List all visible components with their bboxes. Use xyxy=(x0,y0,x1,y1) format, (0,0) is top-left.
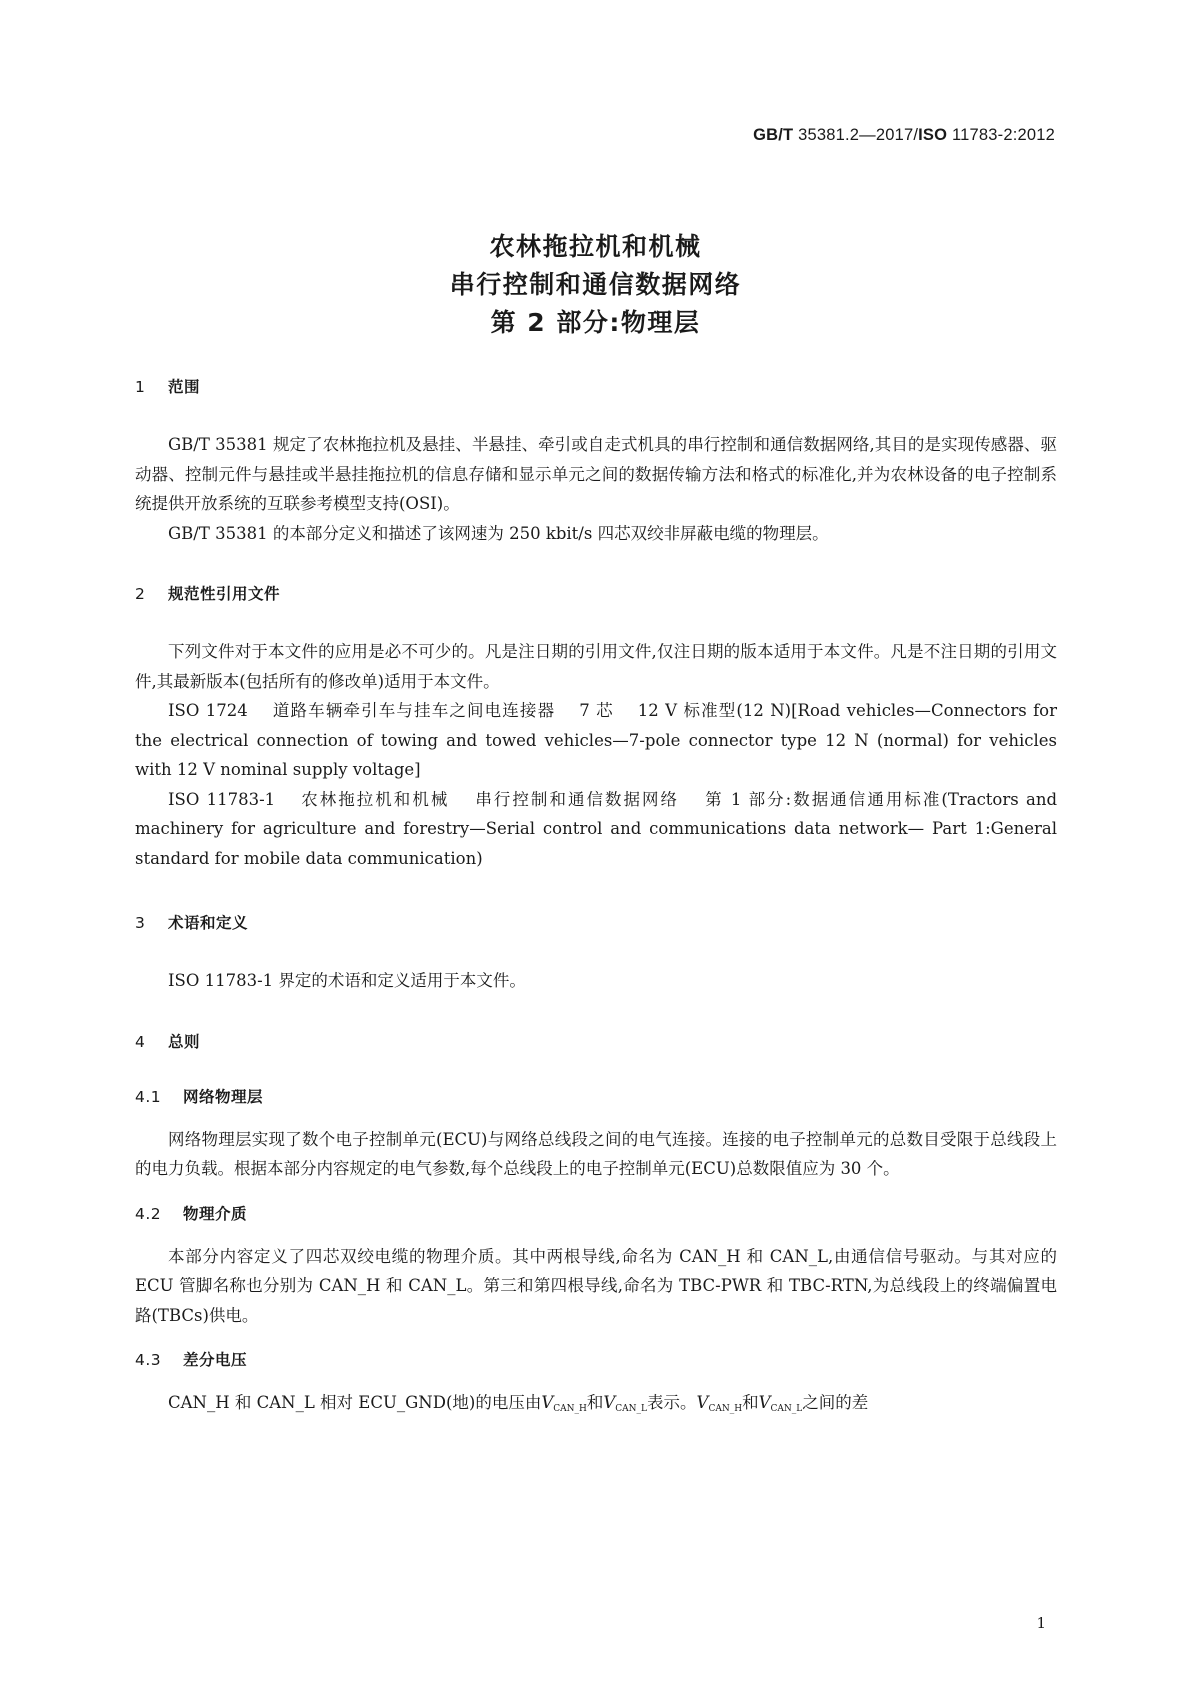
section-number: 4.3 xyxy=(135,1351,162,1369)
voltage-symbol: V xyxy=(696,1393,709,1412)
text-run: 和 xyxy=(742,1393,759,1412)
section-1-paragraph-1: GB/T 35381 规定了农林拖拉机及悬挂、半悬挂、牵引或自走式机具的串行控制和通信数据网络,其目的是实现传感器、驱动器、控制元件与悬挂或半悬挂拖拉机的信息存储和显示单元之间的数据传输方法和格式的标准化,并为农林设备的电子控制系统提供开放系统的互联参考模型支持(OSI)。 xyxy=(135,435,1057,513)
section-4-2-paragraph-1: 本部分内容定义了四芯双绞电缆的物理介质。其中两根导线,命名为 CAN_H 和 CAN_L,由通信信号驱动。与其对应的 ECU 管脚名称也分别为 CAN_H 和 CAN_L。第三和第四根导线,命名为 TBC-PWR 和 TBC-RTN,为总线段上的终端偏置电路(TBCs)供电。 xyxy=(135,1246,1057,1325)
section-number: 1 xyxy=(135,378,146,396)
section-4-1-paragraph-1: 网络物理层实现了数个电子控制单元(ECU)与网络总线段之间的电气连接。连接的电子控制单元的总数目受限于总线段上的电力负载。根据本部分内容规定的电气参数,每个总线段上的电子控制单元(ECU)总数限值应为 30 个。 xyxy=(135,1129,1057,1178)
section-number: 2 xyxy=(135,585,146,603)
section-number: 4 xyxy=(135,1032,146,1051)
subscript-can-h: CAN_H xyxy=(708,1404,743,1414)
ref-code: ISO 1724 xyxy=(168,701,248,720)
text-run: 之间的差 xyxy=(802,1393,869,1412)
std-code-part3: ISO xyxy=(918,126,948,144)
page-number: 1 xyxy=(1036,1614,1046,1632)
text-run: 和 xyxy=(586,1393,604,1412)
std-code-part1: GB/T xyxy=(753,126,794,144)
section-1-heading xyxy=(135,375,1057,397)
voltage-symbol: V xyxy=(603,1393,616,1412)
document-body xyxy=(135,378,1058,1418)
title-line-3: 第 2 部分:物理层 xyxy=(490,308,701,337)
section-3-heading xyxy=(135,911,1057,933)
voltage-symbol: V xyxy=(758,1393,771,1412)
section-4-3-heading xyxy=(135,1348,1057,1370)
reference-iso-1724 xyxy=(135,696,1057,785)
ref-detail: 第 1 部分:数据通信通用标准(Tractors and machinery for agriculture and forestry—Serial control and communications data network— Part 1:General standard for mobile data communication) xyxy=(135,789,1058,868)
ref-code: ISO 11783-1 xyxy=(168,789,276,809)
ref-title-cn-2: 串行控制和通信数据网络 xyxy=(473,789,680,809)
section-title: 术语和定义 xyxy=(168,914,249,932)
title-line-1: 农林拖拉机和机械 xyxy=(489,232,702,261)
section-title: 总则 xyxy=(168,1032,201,1051)
standard-code xyxy=(753,126,1055,145)
section-title: 范围 xyxy=(168,378,201,396)
ref-title-cn: 道路车辆牵引车与挂车之间电连接器 xyxy=(271,701,556,720)
document-title xyxy=(0,228,1191,342)
section-title: 物理介质 xyxy=(183,1204,248,1223)
section-4-3-paragraph-1 xyxy=(135,1388,1057,1418)
section-number: 3 xyxy=(135,914,146,932)
text-run: 表示。 xyxy=(647,1393,697,1412)
std-code-part2: 35381.2—2017/ xyxy=(798,126,919,144)
section-number: 4.1 xyxy=(135,1087,162,1106)
ref-detail: 12 V 标准型(12 N)[Road vehicles—Connectors for the electrical connection of towing and towed vehicles—7-pole connector type 12 N (normal) for vehicles with 12 V nominal supply voltage] xyxy=(135,701,1057,779)
subscript-can-l: CAN_L xyxy=(615,1404,648,1414)
std-code-part4: 11783-2:2012 xyxy=(951,126,1055,144)
text-run: CAN_H 和 CAN_L 相对 ECU_GND(地)的电压由 xyxy=(168,1393,542,1412)
section-4-2-heading xyxy=(135,1202,1057,1224)
section-2-paragraph-1: 下列文件对于本文件的应用是必不可少的。凡是注日期的引用文件,仅注日期的版本适用于本文件。凡是不注日期的引用文件,其最新版本(包括所有的修改单)适用于本文件。 xyxy=(135,642,1057,691)
section-4-1-heading xyxy=(135,1085,1057,1107)
section-3-paragraph-1: ISO 11783-1 界定的术语和定义适用于本文件。 xyxy=(168,971,526,990)
section-4-heading xyxy=(135,1030,1057,1052)
section-title: 网络物理层 xyxy=(183,1087,264,1106)
reference-iso-11783-1 xyxy=(135,785,1057,874)
section-title: 规范性引用文件 xyxy=(168,585,281,603)
section-number: 4.2 xyxy=(135,1204,162,1223)
section-title: 差分电压 xyxy=(183,1351,248,1369)
ref-pole: 7 芯 xyxy=(579,701,614,720)
subscript-can-l: CAN_L xyxy=(770,1404,803,1414)
subscript-can-h: CAN_H xyxy=(553,1404,587,1414)
section-1-paragraph-2: GB/T 35381 的本部分定义和描述了该网速为 250 kbit/s 四芯双绞非屏蔽电缆的物理层。 xyxy=(168,523,829,543)
section-2-heading xyxy=(135,582,1057,604)
title-line-2: 串行控制和通信数据网络 xyxy=(449,270,742,299)
ref-title-cn: 农林拖拉机和机械 xyxy=(299,789,450,809)
voltage-symbol: V xyxy=(541,1393,554,1412)
